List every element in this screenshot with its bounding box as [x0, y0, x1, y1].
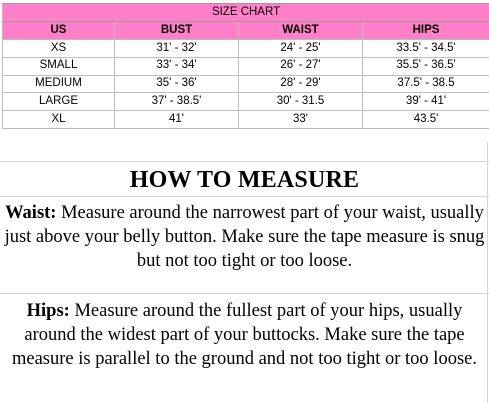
bust-cell: 31' - 32' — [115, 40, 239, 58]
bust-cell: 35' - 36' — [115, 75, 239, 93]
waist-text: Measure around the narrowest part of your waist, usually just above your belly button. Make sure the tape measure is snug but not too tight or too loose. — [4, 203, 485, 271]
bust-cell: 41' — [115, 111, 239, 129]
hips-cell: 39' - 41' — [363, 93, 489, 111]
bust-cell: 33' - 34' — [115, 57, 239, 75]
size-cell: XS — [3, 40, 115, 58]
gridline — [0, 196, 489, 197]
header-waist: WAIST — [239, 22, 363, 40]
size-chart-header-row — [3, 22, 489, 40]
gridline — [0, 293, 489, 294]
hips-cell: 33.5' - 34.5' — [363, 40, 489, 58]
waist-cell: 24' - 25' — [239, 40, 363, 58]
size-cell: XL — [3, 111, 115, 129]
size-row-xl — [3, 111, 489, 129]
hips-cell: 37.5' - 38.5 — [363, 75, 489, 93]
waist-cell: 30' - 31.5 — [239, 93, 363, 111]
size-row-large — [3, 93, 489, 111]
header-hips: HIPS — [363, 22, 489, 40]
how-to-measure-heading: HOW TO MEASURE — [129, 167, 360, 193]
size-cell: MEDIUM — [3, 75, 115, 93]
header-us: US — [3, 22, 115, 40]
size-row-medium — [3, 75, 489, 93]
waist-cell: 33' — [239, 111, 363, 129]
hips-cell: 43.5' — [363, 111, 489, 129]
size-chart-title: SIZE CHART — [3, 4, 489, 22]
bust-cell: 37' - 38.5' — [115, 93, 239, 111]
hips-cell: 35.5' - 36.5' — [363, 57, 489, 75]
size-row-xs — [3, 40, 489, 58]
waist-instructions — [0, 201, 489, 273]
size-row-small — [3, 57, 489, 75]
hips-text: Measure around the fullest part of your hips, usually around the widest part of your buttocks. Make sure the tape measure is parallel to the ground and not too tight or too loose. — [12, 301, 477, 369]
size-chart-table — [2, 3, 489, 129]
waist-cell: 28' - 29' — [239, 75, 363, 93]
header-bust: BUST — [115, 22, 239, 40]
gridline — [0, 161, 489, 162]
waist-label: Waist: — [5, 203, 57, 223]
size-chart-title-row — [3, 4, 489, 22]
hips-label: Hips: — [26, 301, 70, 321]
hips-instructions — [0, 299, 489, 371]
size-cell: SMALL — [3, 57, 115, 75]
size-cell: LARGE — [3, 93, 115, 111]
waist-cell: 26' - 27' — [239, 57, 363, 75]
